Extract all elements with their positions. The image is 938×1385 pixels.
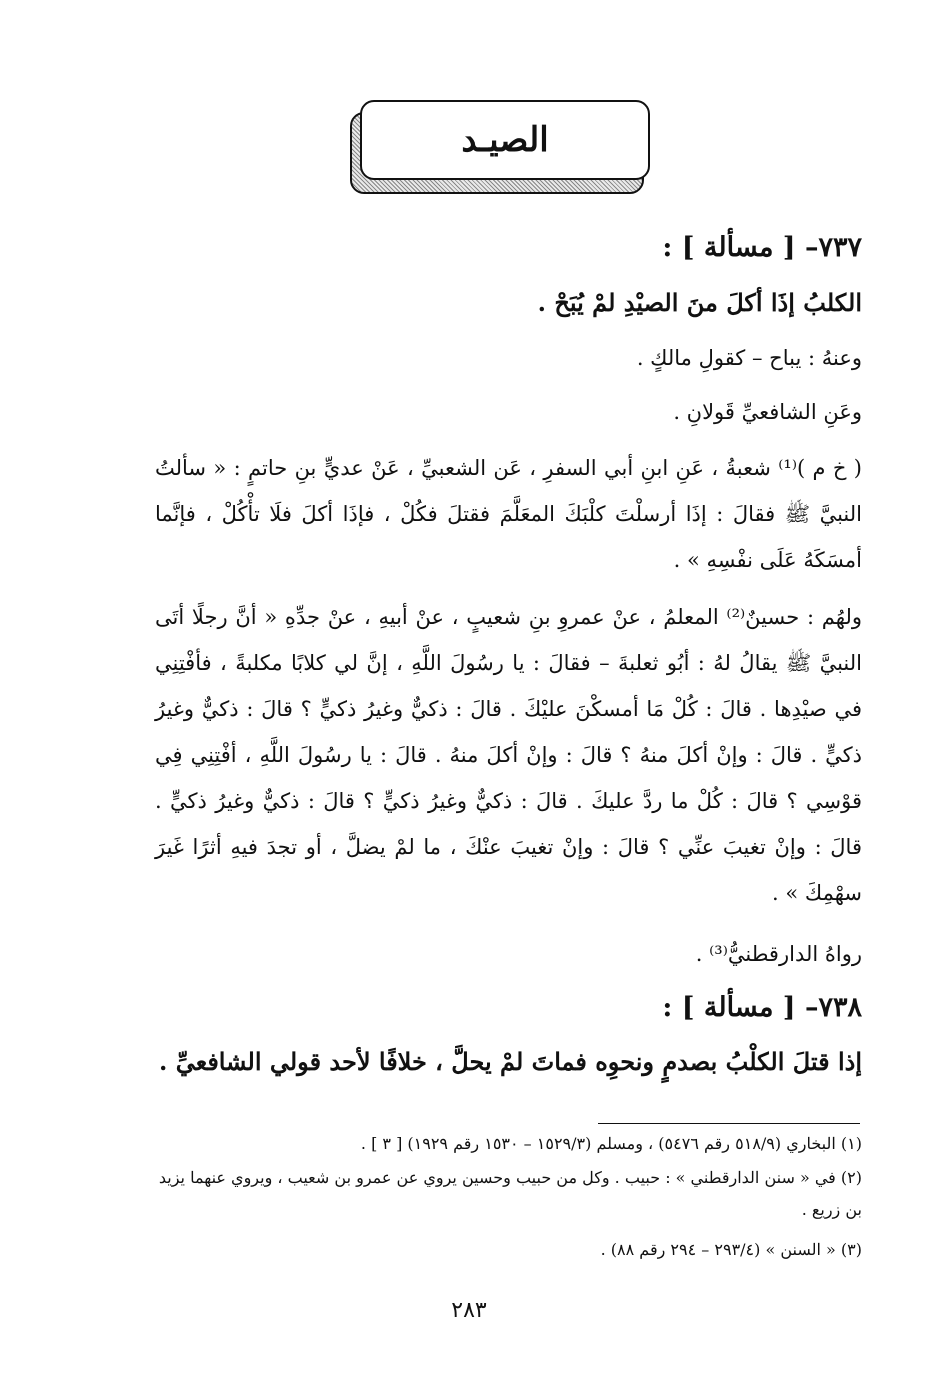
footnote-2: (٢) في « سنن الدارقطني » : حبيب . وكل من حبيب وحسين يروي عن عمرو بن شعيب ، ويروي عنهما يزيد بن زريع .	[158, 1168, 862, 1219]
issue-738-ruling: إذا قتلَ الكلْبُ بصدمٍ ونحوِه فماتَ لمْ يحلَّ ، خلافًا لأحد قولي الشافعيِّ .	[159, 1047, 862, 1076]
issue-737-heading: ٧٣٧– [ مسألة ] :	[662, 232, 862, 263]
hadith-paragraph-2: ولهُم : حسينٌ⁽²⁾ المعلمُ ، عنْ عمروِ بنِ شعيبٍ ، عنْ أبيهِ ، عنْ جدِّهِ « أنَّ رجلًا أتَى النبيَّ ﷺ يقالُ لهُ : أبُو ثعلبةَ – فقالَ : يا رسُولَ اللَّهِ ، إنَّ لي كلابًا مكلبةً ، فأفْتِنِي في صيْدِها . قالَ : كُلْ مَا أمسكْنَ عليْكَ . قالَ : ذكيٌّ وغيرُ ذكيٍّ ؟ قالَ : ذكيٌّ وغيرُ ذكيٍّ . قالَ : وإنْ أكلَ منهُ ؟ قالَ : وإنْ أكلَ منهُ . قالَ : يا رسُولَ اللَّهِ ، أفْتِنِي فِي قوْسِي ؟ قالَ : كُلْ ما ردَّ عليكَ . قالَ : ذكيٌّ وغيرُ ذكيٍّ ؟ قالَ : ذكيٌّ وغيرُ ذكيٍّ . قالَ : وإنْ تغيبَ عنِّي ؟ قالَ : وإنْ تغيبَ عنْكَ ، ما لمْ يضلَّ ، أو تجدَ فيهِ أثرًا غَيرَ سهْمِكَ » .	[155, 605, 862, 905]
chapter-title: الصيـد	[461, 120, 549, 160]
page-number: ٢٨٣	[451, 1298, 487, 1323]
issue-738-heading: ٧٣٨– [ مسألة ] :	[662, 992, 862, 1023]
chapter-title-frame	[350, 100, 648, 192]
issue-737-line-1: وعنهُ : يباح – كقولِ مالكٍ .	[636, 346, 862, 370]
footnote-separator	[598, 1123, 860, 1124]
issue-737-ruling: الكلبُ إذَا أكلَ منَ الصيْدِ لمْ يُبَحْ .	[537, 288, 862, 317]
footnote-1: (١) البخاري (٥١٨/٩ رقم ٥٤٧٦) ، ومسلم (١٥٢٩/٣ – ١٥٣٠ رقم ١٩٢٩) [ ٣ ] .	[360, 1134, 862, 1153]
issue-737-line-2: وعَنِ الشافعيِّ قَولانِ .	[673, 400, 862, 424]
narration-note: رواهُ الدارقطنيُّ⁽³⁾ .	[695, 942, 862, 966]
title-frame-box	[360, 100, 650, 180]
footnote-3: (٣) « السنن » (٢٩٣/٤ – ٢٩٤ رقم ٨٨) .	[600, 1240, 862, 1259]
hadith-paragraph-1: ( خ م )⁽¹⁾ شعبةُ ، عَنِ ابنِ أبي السفرِ ، عَن الشعبيِّ ، عَنْ عديٍّ بنِ حاتمٍ : « سألتُ النبيَّ ﷺ فقالَ : إذَا أرسلْتَ كلْبَكَ المعَلَّمَ فقتلَ فكُلْ ، فإذَا أكلَ فلَا تأْكُلْ ، فإنَّما أمسَكَهُ عَلَى نفْسِهِ » .	[155, 456, 862, 572]
